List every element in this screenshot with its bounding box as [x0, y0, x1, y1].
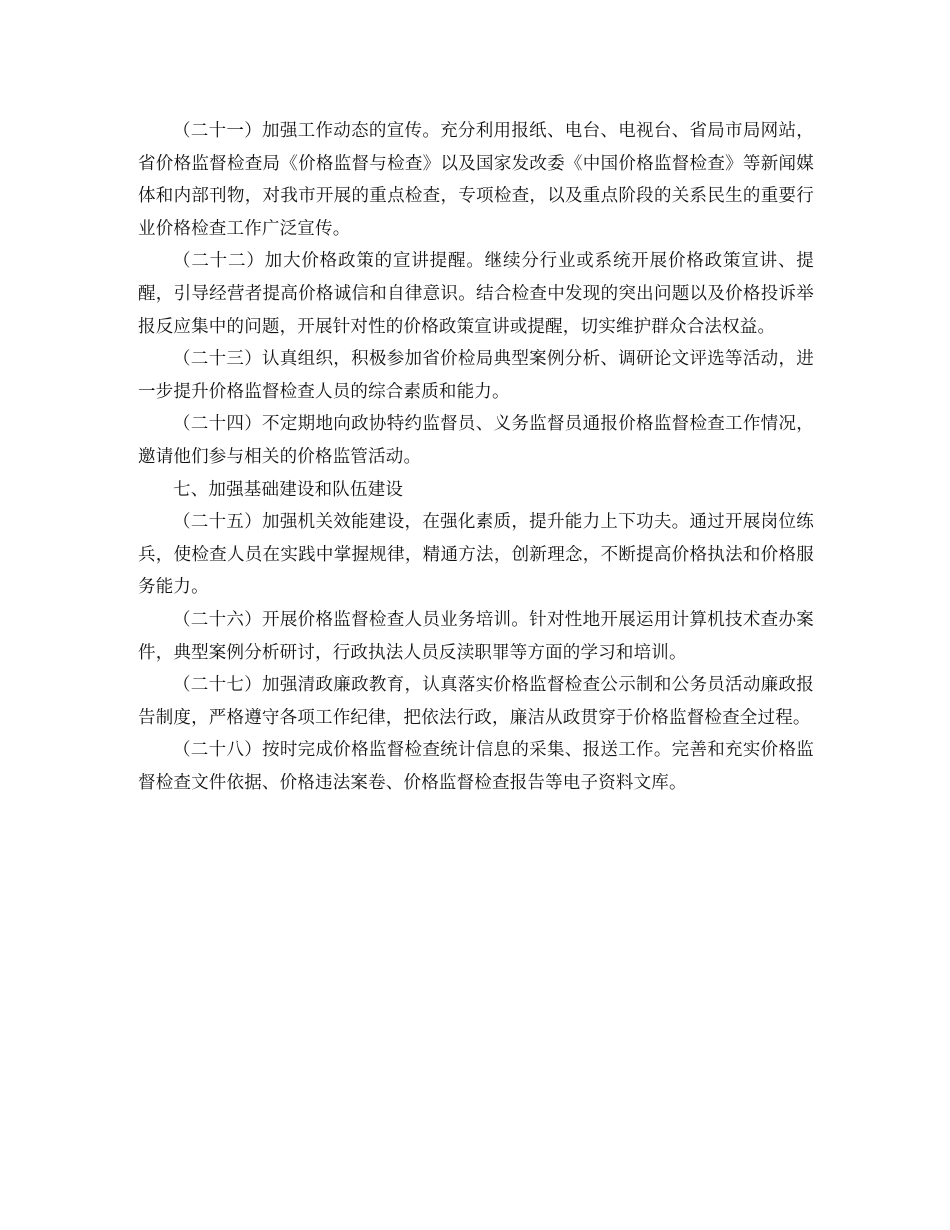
- paragraph-28: （二十八）按时完成价格监督检查统计信息的采集、报送工作。完善和充实价格监督检查文件依据、价格违法案卷、价格监督检查报告等电子资料文库。: [138, 740, 814, 793]
- paragraph-21: （二十一）加强工作动态的宣传。充分利用报纸、电台、电视台、省局市局网站，省价格监督检查局《价格监督与检查》以及国家发改委《中国价格监督检查》等新闻媒体和内部刊物，对我市开展的重点检查，专项检查，以及重点阶段的关系民生的重要行业价格检查工作广泛宣传。: [138, 121, 814, 239]
- document-body: [138, 115, 814, 799]
- section-heading-7: 七、加强基础建设和队伍建设: [173, 479, 404, 500]
- paragraph-24: （二十四）不定期地向政协特约监督员、义务监督员通报价格监督检查工作情况，邀请他们参与相关的价格监管活动。: [138, 414, 814, 467]
- paragraph-26: （二十六）开展价格监督检查人员业务培训。针对性地开展运用计算机技术查办案件，典型案例分析研讨，行政执法人员反渎职罪等方面的学习和培训。: [138, 609, 814, 663]
- paragraph-25: （二十五）加强机关效能建设，在强化素质，提升能力上下功夫。通过开展岗位练兵，使检查人员在实践中掌握规律，精通方法，创新理念，不断提高价格执法和价格服务能力。: [138, 512, 814, 598]
- paragraph-22: （二十二）加大价格政策的宣讲提醒。继续分行业或系统开展价格政策宣讲、提醒，引导经营者提高价格诚信和自律意识。结合检查中发现的突出问题以及价格投诉举报反应集中的问题，开展针对性的价格政策宣讲或提醒，切实维护群众合法权益。: [138, 251, 814, 337]
- paragraph-23: （二十三）认真组织，积极参加省价检局典型案例分析、调研论文评选等活动，进一步提升价格监督检查人员的综合素质和能力。: [138, 349, 814, 402]
- paragraph-27: （二十七）加强清政廉政教育，认真落实价格监督检查公示制和公务员活动廉政报告制度，严格遵守各项工作纪律，把依法行政，廉洁从政贯穿于价格监督检查全过程。: [138, 675, 814, 728]
